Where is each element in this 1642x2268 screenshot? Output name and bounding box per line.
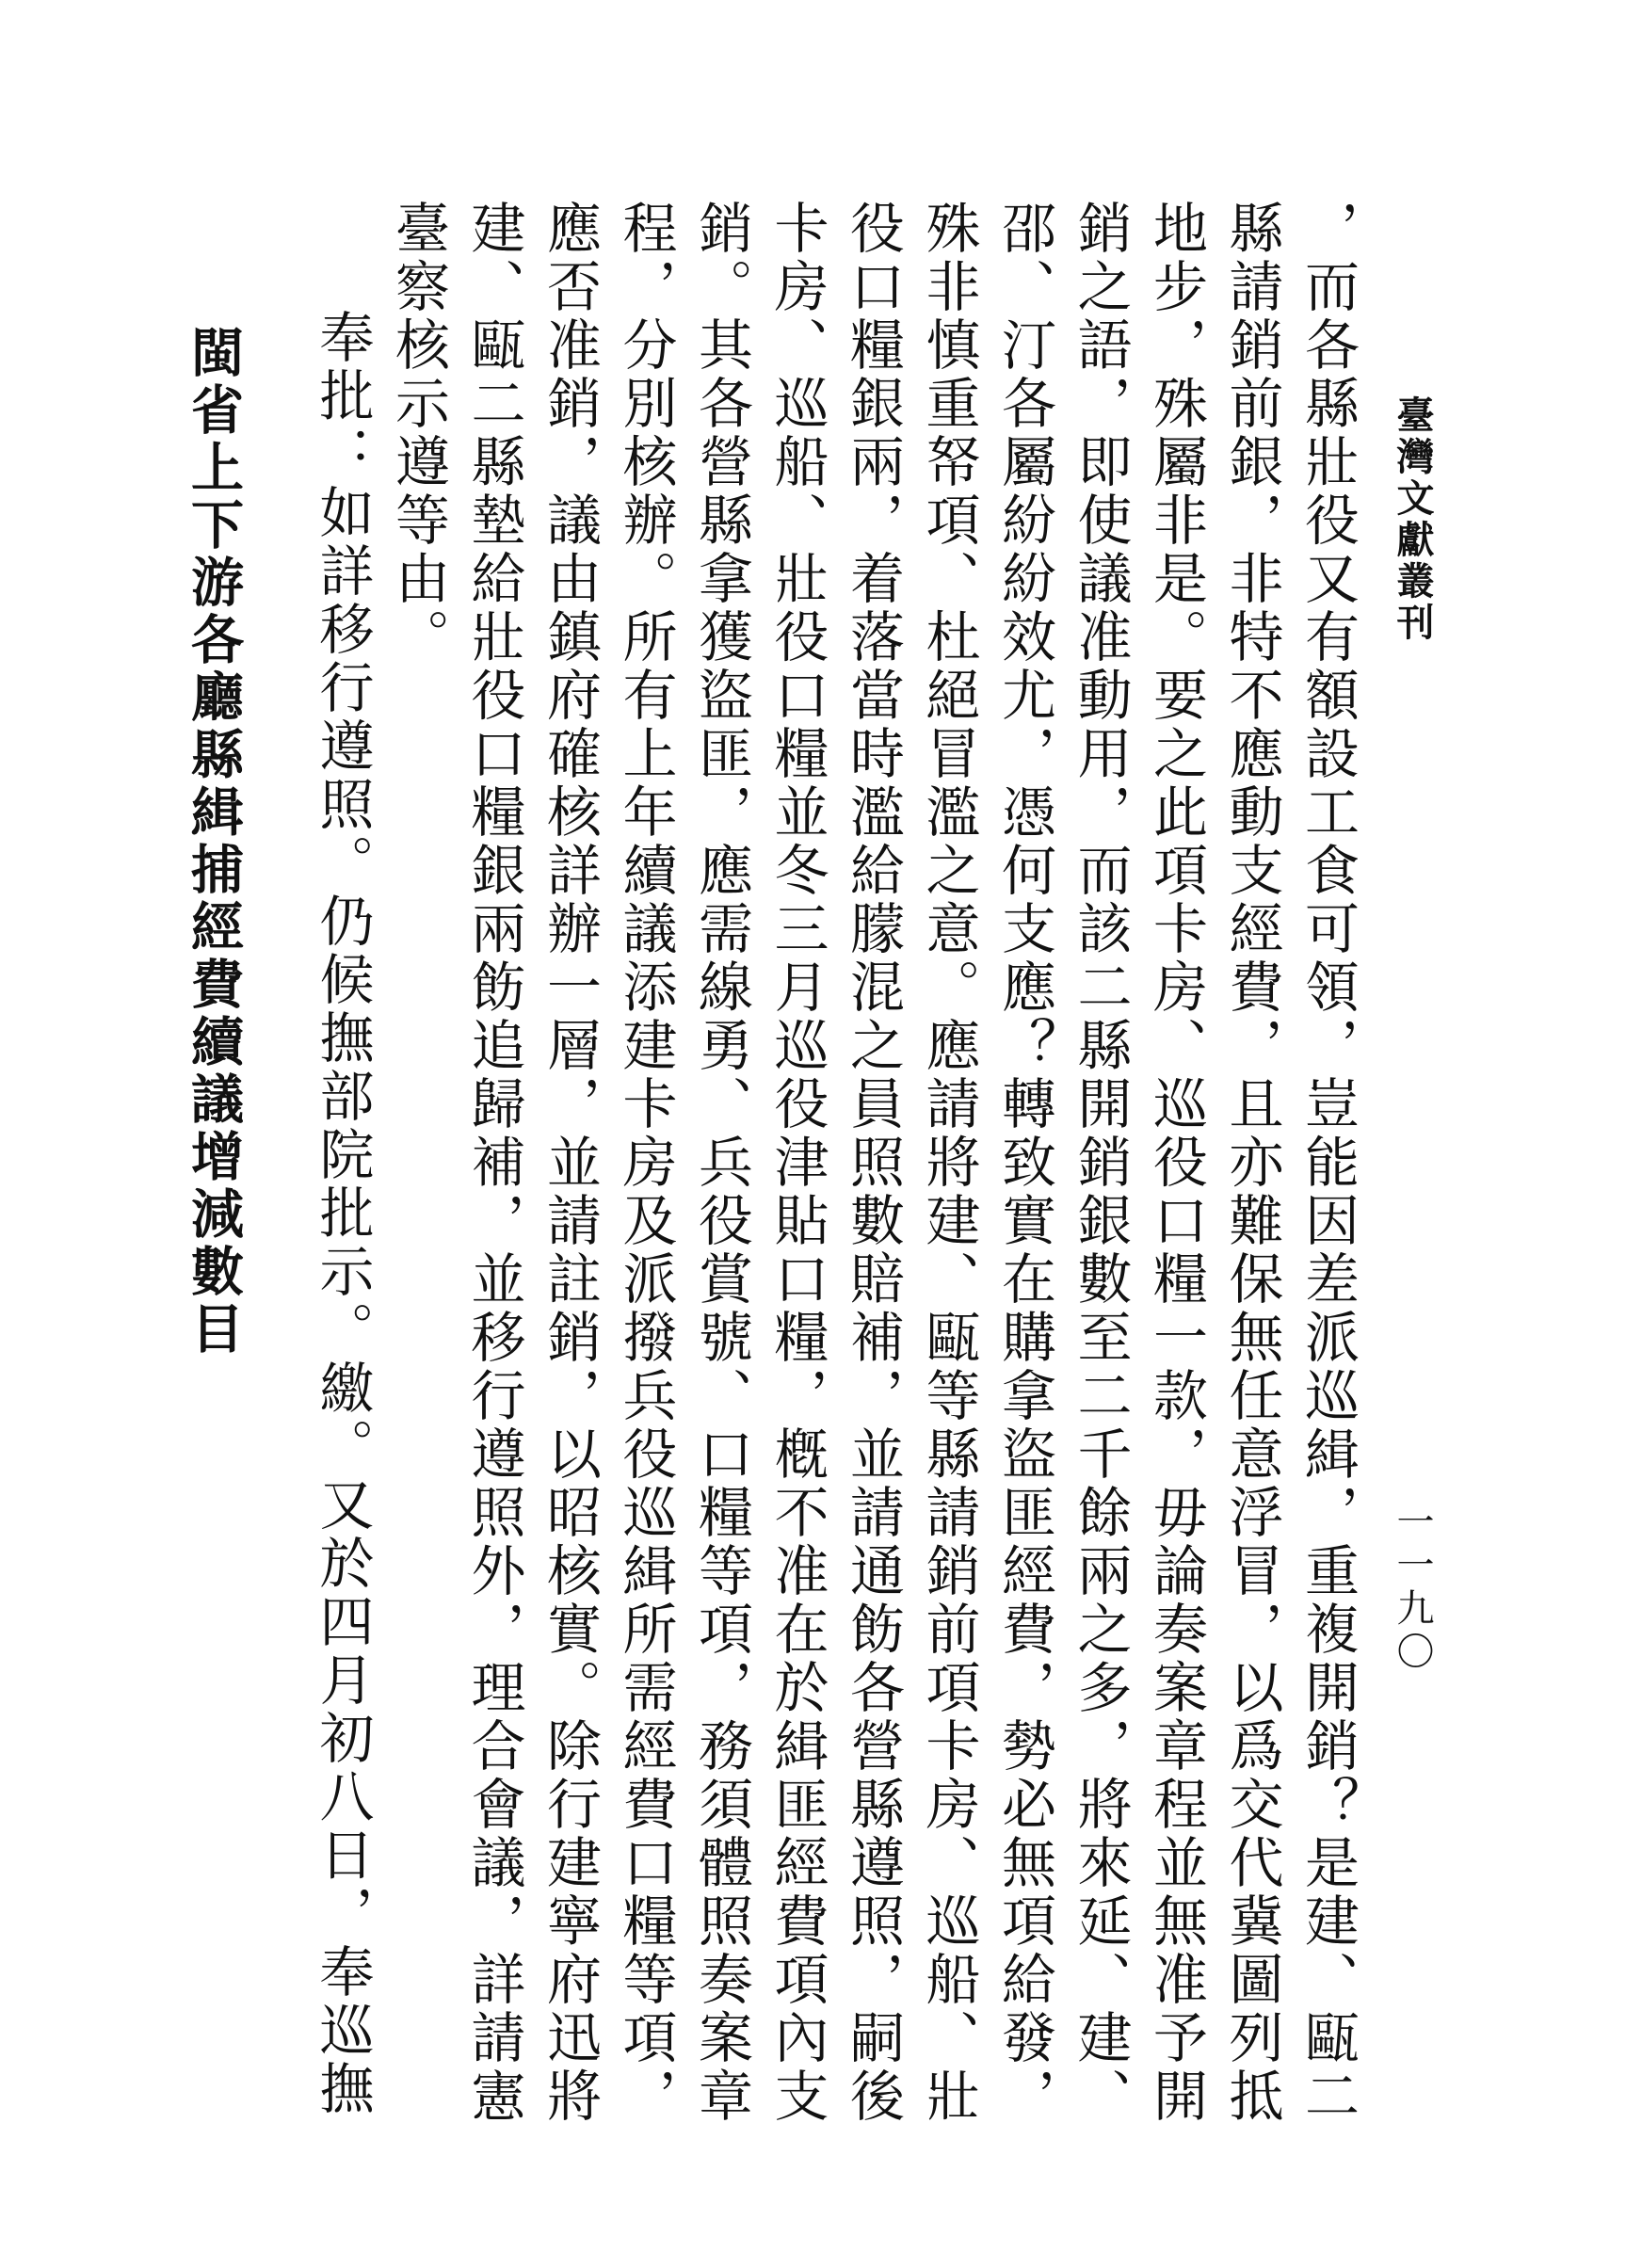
- paragraph: ，而各縣壯役又有額設工食可領，豈能因差派巡緝，重複開銷？是建、甌二縣請銷前銀，非特不應動支經費，且亦難保無任意浮冒，以爲交代冀圖列抵地步，殊屬非是。要之此項卡房、巡役口糧一款，毋論奏案章程並無准予開銷之語，即使議准動用，而該二縣開銷銀數至二千餘兩之多，將來延、建、邵、汀各屬紛紛效尤，憑何支應？轉致實在購拿盜匪經費，勢必無項給發，殊非慎重帑項、杜絕冒濫之意。應請將建、甌等縣請銷前項卡房、巡船、壯役口糧銀兩，着落當時濫給朦混之員照數賠補，並請通飭各營縣遵照，嗣後卡房、巡船、壯役口糧並冬三月巡役津貼口糧，槪不准在於緝匪經費項內支銷。其各營縣拿獲盜匪，應需線勇、兵役賞號、口糧等項，務須體照奏案章程，分別核辦。所有上年續議添建卡房及派撥兵役巡緝所需經費口糧等項，應否准銷，議由鎮府確核詳辦一層，並請註銷，以昭核實。除行建寧府迅將建、甌二縣墊給壯役口糧銀兩飭追歸補，並移行遵照外，理合會議，詳請憲臺察核示遵等由。: [386, 200, 1360, 2126]
- body-text: [311, 200, 1365, 2167]
- running-head: 臺灣文獻叢刊: [1391, 395, 1435, 644]
- page-number: 一一九〇: [1391, 1502, 1434, 1675]
- paragraph: 奉批：如詳移行遵照。仍候撫部院批示。繳。又於四月初八日，奉巡撫: [311, 309, 375, 2118]
- section-title: 閩省上下游各廳縣緝捕經費續議增減數目: [183, 325, 244, 1359]
